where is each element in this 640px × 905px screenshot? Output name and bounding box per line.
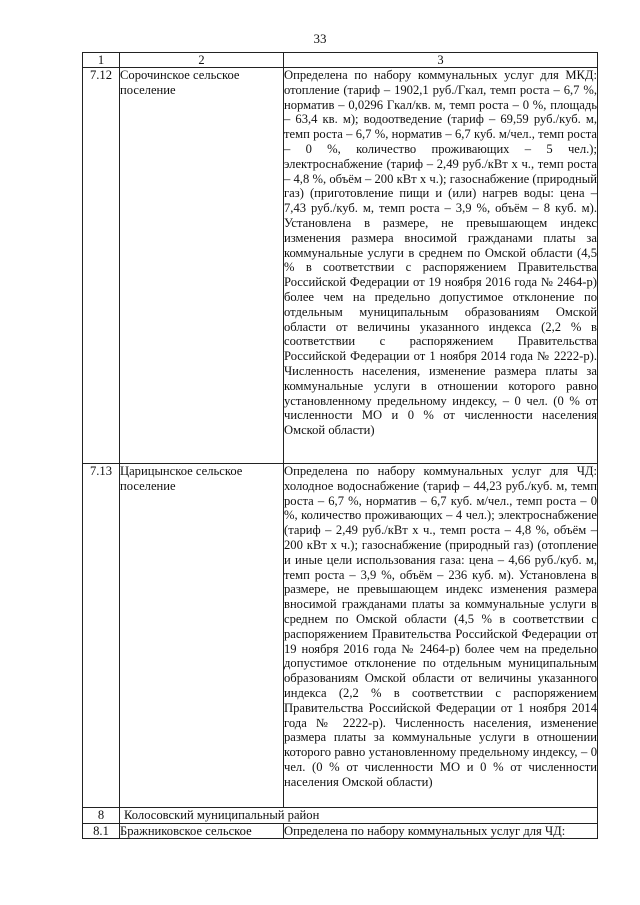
table-header-row <box>83 53 598 68</box>
table-row <box>83 68 598 464</box>
settlement-name: Сорочинское сельское поселение <box>120 68 284 464</box>
column-header-3: 3 <box>284 53 598 68</box>
table-row <box>83 824 598 839</box>
row-number: 7.13 <box>83 464 120 808</box>
district-row <box>83 808 598 824</box>
row-number: 7.12 <box>83 68 120 464</box>
column-header-2: 2 <box>120 53 284 68</box>
district-name: Колосовский муниципальный район <box>120 808 598 824</box>
column-header-1: 1 <box>83 53 120 68</box>
row-description <box>284 464 598 808</box>
district-number: 8 <box>83 808 120 824</box>
row-number: 8.1 <box>83 824 120 839</box>
row-description-text: Определена по набору коммунальных услуг для МКД: отопление (тариф – 1902,1 руб./Гкал, темп роста – 6,7 %, норматив – 0,0296 Гкал/кв. м, темп роста – 0 %, площадь – 63,4 кв. м); водоотведение (тариф – 69,59 руб./куб. м, темп роста – 6,7 %, норматив – 6,7 куб. м/чел., темп роста – 0 %, количество проживающих – 5 чел.); электроснабжение (тариф – 2,49 руб./кВт х ч., темп роста – 4,8 %, объём – 200 кВт х ч.); газоснабжение (природный газ) (приготовление пищи и (или) нагрев воды: цена – 7,43 руб./куб. м, темп роста – 3,9 %, объём – 8 куб. м). Установлена в размере, не превышающем индекс изменения размера вносимой гражданами платы за коммунальные услуги в среднем по Омской области (4,5 % в соответствии с распоряжением Правительства Российской Федерации от 19 ноября 2016 года № 2464-р) более чем на предельно допустимое отклонение по отдельным муниципальным образованиям Омской области от величины указанного индекса (2,2 % в соответствии с распоряжением Правительства Российской Федерации от 1 ноября 2014 года № 2222-р). Численность населения, изменение размера платы за коммунальные услуги в отношении которого равно установленному предельному индексу, – 0 чел. (0 % от численности МО и 0 % от численности населения Омской области) <box>284 68 597 438</box>
page-number: 33 <box>313 31 327 46</box>
row-description <box>284 68 598 464</box>
row-description-text: Определена по набору коммунальных услуг для ЧД: <box>284 824 598 839</box>
row-description-text: Определена по набору коммунальных услуг для ЧД: холодное водоснабжение (тариф – 44,23 руб./куб. м, темп роста – 6,7 %, норматив – 6,7 куб. м/чел., темп роста – 0 %, количество проживающих – 4 чел.); электроснабжение (тариф – 2,49 руб./кВт х ч., темп роста – 4,8 %, объём – 200 кВт х ч.); газоснабжение (природный газ) (отопление и иные цели использования газа: цена – 4,66 руб./куб. м, темп роста – 3,9 %, объём – 236 куб. м). Установлена в размере, не превышающем индекс изменения размера вносимой гражданами платы за коммунальные услуги в среднем по Омской области (4,5 % в соответствии с распоряжением Правительства Российской Федерации от 19 ноября 2016 года № 2464-р) более чем на предельно допустимое отклонение по отдельным муниципальным образованиям Омской области от величины указанного индекса (2,2 % в соответствии с распоряжением Правительства Российской Федерации от 1 ноября 2014 года № 2222-р). Численность населения, изменение размера платы за коммунальные услуги в отношении которого равно установленному предельному индексу, – 0 чел. (0 % от численности МО и 0 % от численности населения Омской области) <box>284 464 597 789</box>
settlement-name: Царицынское сельское поселение <box>120 464 284 808</box>
municipal-utilities-table <box>82 52 598 839</box>
table-row <box>83 464 598 808</box>
settlement-name: Бражниковское сельское <box>120 824 284 839</box>
